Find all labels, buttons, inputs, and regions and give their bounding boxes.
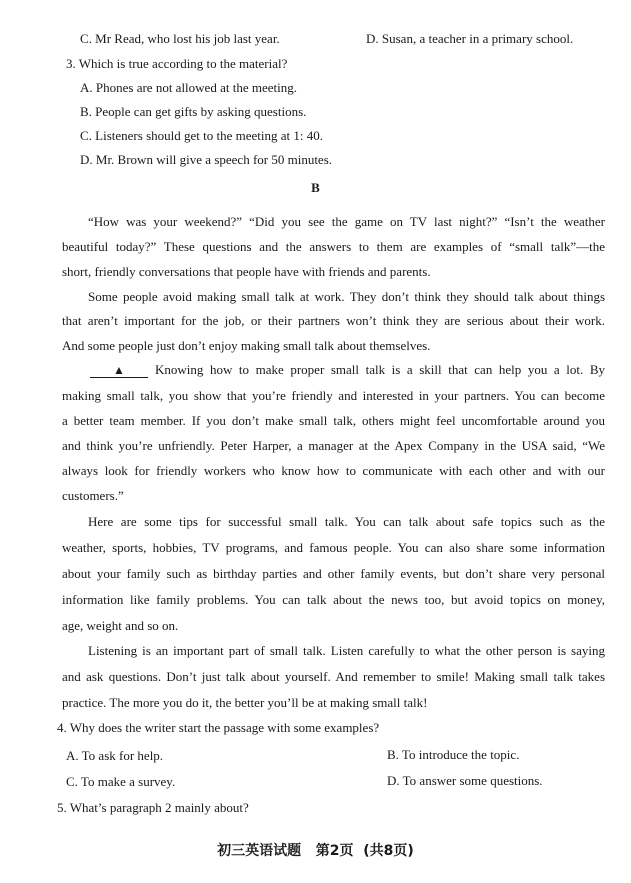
q3-option-a: A. Phones are not allowed at the meeting.	[80, 80, 297, 95]
q3-stem: 3. Which is true according to the material?	[66, 56, 288, 71]
p5-line-3: practice. The more you do it, the better you’ll be at making small talk!	[62, 695, 428, 710]
p5-line-1: Listening is an important part of small talk. Listen carefully to what the other person is saying	[88, 643, 605, 658]
p4-line-3: about your family such as birthday parties and other family events, but don’t share very personal	[62, 566, 605, 581]
q3-option-b: B. People can get gifts by asking questions.	[80, 104, 307, 119]
q3-option-c: C. Listeners should get to the meeting at 1: 40.	[80, 128, 323, 143]
blank-marker: ▲	[90, 364, 148, 378]
p3-line-3: a better team member. If you don’t make small talk, others might feel uncomfortable around you	[62, 413, 605, 428]
p3-line-2: making small talk, you show that you’re friendly and interested in your partners. You can become	[62, 388, 605, 403]
p3-line-1: Knowing how to make proper small talk is a skill that can help you a lot. By	[155, 362, 605, 377]
q4-option-b: B. To introduce the topic.	[387, 747, 520, 762]
q4-option-a: A. To ask for help.	[66, 748, 164, 763]
p3-line-5: always look for friendly workers who know how to communicate with each other and with our	[62, 463, 605, 478]
q4-stem: 4. Why does the writer start the passage with some examples?	[57, 720, 380, 735]
page-footer: 初三英语试题 第2页 (共8页)	[217, 843, 414, 859]
p1-line-3: short, friendly conversations that people have with friends and parents.	[62, 264, 431, 279]
p1-line-1: “How was your weekend?” “Did you see the game on TV last night?” “Isn’t the weather	[88, 214, 605, 229]
p4-line-5: age, weight and so on.	[62, 618, 179, 633]
p3-line-4: and think you’re unfriendly. Peter Harper, a manager at the Apex Company in the USA said, “We	[62, 438, 605, 453]
p1-line-2: beautiful today?” These questions and the answers to them are examples of “small talk”—the	[62, 239, 605, 254]
q2-option-c: C. Mr Read, who lost his job last year.	[80, 31, 280, 46]
p5-line-2: and ask questions. Don’t just talk about yourself. And remember to smile! Making small talk takes	[62, 669, 605, 684]
p4-line-1: Here are some tips for successful small talk. You can talk about safe topics such as the	[88, 514, 605, 529]
p3-line-6: customers.”	[62, 488, 124, 503]
p4-line-2: weather, sports, hobbies, TV programs, and famous people. You can also share some information	[62, 540, 605, 555]
p2-line-2: that aren’t important for the job, or their partners won’t think they are serious about their work.	[62, 313, 605, 328]
q3-option-d: D. Mr. Brown will give a speech for 50 minutes.	[80, 152, 333, 167]
q4-option-c: C. To make a survey.	[66, 774, 176, 789]
p2-line-3: And some people just don’t enjoy making small talk about themselves.	[62, 338, 431, 353]
q2-option-d: D. Susan, a teacher in a primary school.	[366, 31, 574, 46]
q4-option-d: D. To answer some questions.	[387, 773, 543, 788]
q5-stem: 5. What’s paragraph 2 mainly about?	[57, 800, 249, 815]
section-b-heading: B	[311, 180, 320, 195]
p4-line-4: information like family problems. You can talk about the news too, but avoid topics on money,	[62, 592, 605, 607]
answer-blank	[90, 362, 152, 378]
p2-line-1: Some people avoid making small talk at work. They don’t think they should talk about things	[88, 289, 605, 304]
